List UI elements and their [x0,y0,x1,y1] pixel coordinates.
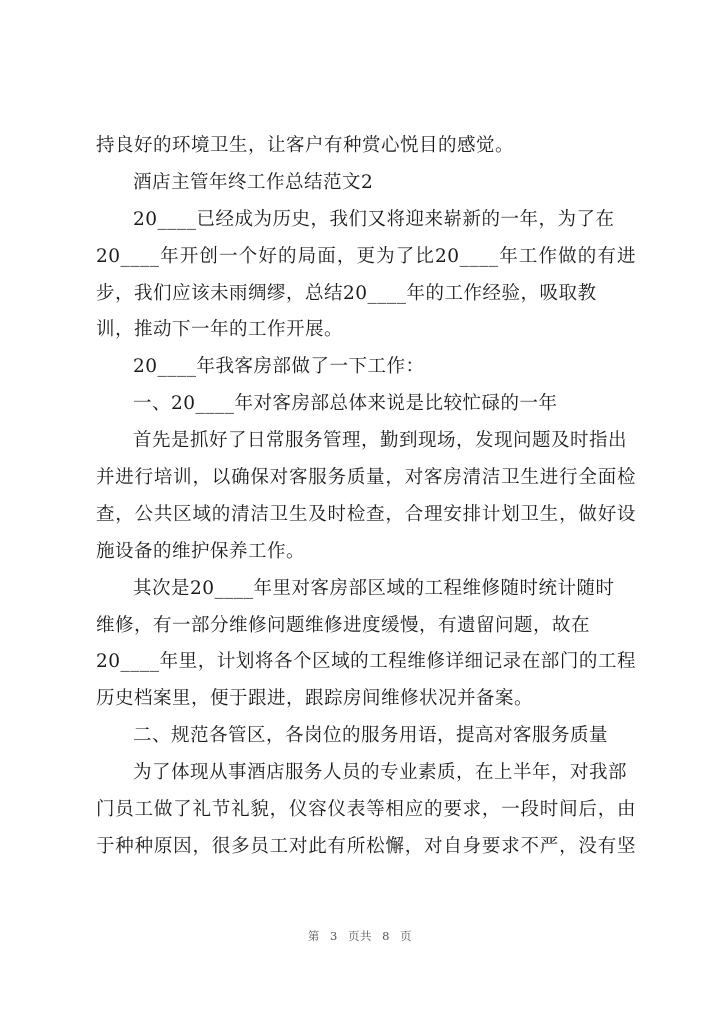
text-line: 查，公共区域的清洁卫生及时检查，合理安排计划卫生，做好设 [96,503,636,525]
text-line: 为了体现从事酒店服务人员的专业素质，在上半年，对我部 [133,762,628,784]
text-line: 20____已经成为历史，我们又将迎来崭新的一年，为了在 [133,208,615,230]
text-line: 首先是抓好了日常服务管理，勤到现场，发现问题及时指出 [133,430,628,452]
text-line: 门员工做了礼节礼貌，仪容仪表等相应的要求，一段时间后，由 [96,799,636,821]
text-line: 20____年我客房部做了一下工作： [133,356,425,378]
document-body [96,128,636,866]
text-line: 施设备的维护保养工作。 [96,540,306,562]
subheading: 二、规范各管区，各岗位的服务用语，提高对客服务质量 [133,725,609,747]
text-line: 训，推动下一年的工作开展。 [96,319,344,341]
subheading: 一、20____年对客房部总体来说是比较忙碌的一年 [133,393,558,415]
text-line: 维修，有一部分维修问题维修进度缓慢，有遗留问题，故在 [96,614,591,636]
text-line: 持良好的环境卫生，让客户有种赏心悦目的感觉。 [96,135,515,156]
text-line: 于种种原因，很多员工对此有所松懈，对自身要求不严，没有坚 [96,835,636,857]
text-line: 历史档案里，便于跟进，跟踪房间维修状况并备案。 [96,688,534,710]
page-number-footer: 第 3 页共 8 页 [307,929,413,943]
text-line: 步，我们应该未雨绸缪，总结20____年的工作经验，吸取教 [96,282,597,304]
text-line: 其次是20____年里对客房部区域的工程维修随时统计随时 [133,577,615,599]
text-line: 20____年里，计划将各个区域的工程维修详细记录在部门的工程 [96,651,636,673]
text-line: 20____年开创一个好的局面，更为了比20____年工作做的有进 [96,245,636,267]
text-line: 并进行培训，以确保对客服务质量，对客房清洁卫生进行全面检 [96,467,636,489]
section-title: 酒店主管年终工作总结范文2 [133,171,374,193]
